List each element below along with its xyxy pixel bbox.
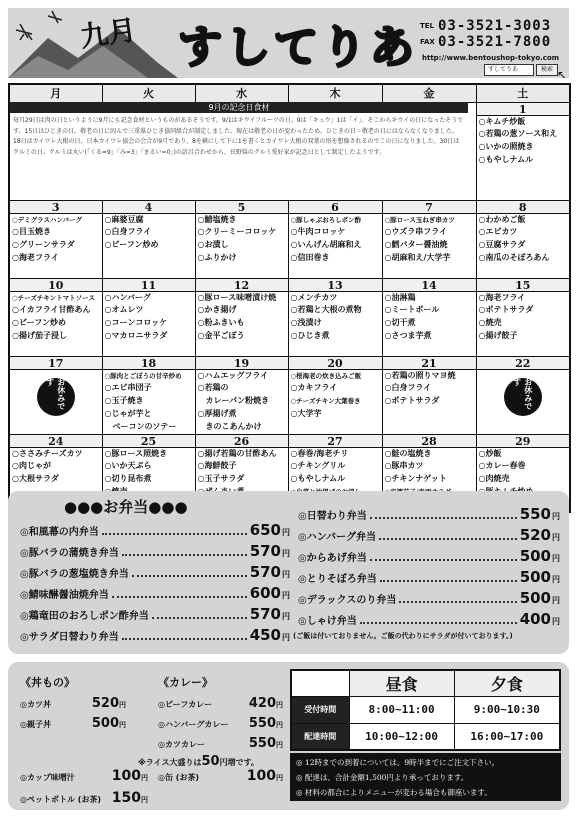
bento-price: 500 — [519, 547, 551, 565]
menu-item: ○ミートボール — [384, 305, 440, 315]
menu-item: ○信田巻き — [290, 252, 330, 262]
yen-label: 円 — [552, 554, 560, 563]
menu-item: ○ふりかけ — [197, 252, 237, 262]
leader-dots — [102, 529, 247, 535]
side-menu-item[interactable] — [20, 768, 148, 784]
bento-price: 520 — [519, 526, 551, 544]
menu-item: ○豚ロース味噌漬け焼 — [197, 292, 277, 302]
menu-item: ○揚げ茄子浸し — [12, 330, 67, 340]
note-item: ◎ 12時までの到着については、9時半までにご注文下さい。 — [296, 758, 500, 767]
menu-item: ○メンチカツ — [290, 292, 338, 302]
item-price: 500 — [91, 716, 119, 731]
menu-item: ○もやしナムル — [290, 474, 346, 484]
bento-note: (ご飯は付いておりません。ご飯の代わりにサラダが付いております。) — [293, 632, 513, 640]
menu-item: ○油淋鶏 — [384, 292, 416, 302]
bento-name: ◎豚バラの蒲焼き弁当 — [20, 548, 119, 559]
day-cell[interactable] — [9, 200, 102, 278]
leader-dots — [379, 534, 517, 540]
leader-dots — [122, 634, 247, 640]
rice-note: ※ライス大盛りは 50 円増です。 — [138, 754, 259, 769]
item-name: ◎親子丼 — [20, 720, 51, 729]
menu-item: ○オムレツ — [104, 305, 144, 315]
item-name: ◎カップ味噌汁 — [20, 773, 75, 782]
bento-price: 570 — [249, 605, 281, 623]
menu-item: ○ひじき煮 — [290, 330, 330, 340]
yen-label: 円 — [141, 774, 148, 782]
shop-logo: すしてりあ — [178, 22, 418, 73]
menu-item: ○チーズチキントマトソース — [12, 293, 95, 302]
day-number: 4 — [103, 201, 195, 214]
day-number: 7 — [383, 201, 476, 214]
day-number: 22 — [477, 357, 570, 370]
bento-item[interactable] — [298, 568, 560, 586]
website-url[interactable]: http://www.bentoushop-tokyo.com — [422, 54, 560, 62]
yen-label: 円 — [282, 549, 290, 558]
day-cell[interactable] — [382, 356, 476, 434]
day-number: 28 — [383, 435, 476, 448]
item-name: ◎カツ丼 — [20, 700, 51, 709]
leader-dots — [132, 571, 247, 577]
item-price: 100 — [111, 768, 141, 784]
menu-item: ○コーンコロッケ — [104, 318, 168, 328]
yen-label: 円 — [119, 701, 126, 709]
menu-item: ○ビーフン炒め — [12, 318, 66, 328]
menu-item: ○マカロニサラダ — [104, 330, 168, 340]
menu-item: ○ハンバーグ — [104, 292, 151, 302]
lunch-header: 昼食 — [349, 670, 454, 696]
tel-label: TEL — [420, 22, 435, 30]
bento-name: ◎サラダ日替わり弁当 — [20, 632, 119, 643]
menu-item: ○白身フライ — [104, 227, 152, 237]
menu-item: ○海老フライ — [12, 252, 59, 262]
day-number: 15 — [477, 279, 570, 292]
menu-item: ベーコンのソテー — [104, 421, 177, 431]
menu-item: ○鱈バター醤油焼 — [384, 240, 448, 250]
menu-item: ○揚げ餃子 — [478, 330, 518, 340]
day-number: 18 — [103, 357, 195, 370]
menu-item: ○牛肉コロッケ — [290, 227, 346, 237]
note-item: ◎ 配達は、合計金額1,500円より承っております。 — [296, 773, 469, 782]
bento-name: ◎ハンバーグ弁当 — [298, 532, 377, 543]
item-name: ◎カツカレー — [158, 740, 205, 749]
closed-badge: お休みです — [504, 378, 542, 416]
menu-item: ○金平ごぼう — [197, 330, 245, 340]
tel-number[interactable]: 03-3521-3003 — [438, 18, 552, 34]
bento-item[interactable] — [20, 626, 290, 644]
side-menu-item[interactable] — [158, 716, 283, 731]
yen-label: 円 — [276, 721, 283, 729]
menu-item: ○ハムエッグフライ — [197, 370, 269, 380]
yen-label: 円 — [282, 570, 290, 579]
menu-item: ○いかの照焼き — [478, 142, 534, 152]
notes-box — [290, 753, 561, 801]
menu-item: ○豚しゃぶおろしポン酢 — [290, 215, 362, 224]
bento-name: ◎しゃけ弁当 — [298, 616, 357, 627]
leader-dots — [112, 592, 247, 598]
header-banner — [8, 8, 569, 78]
bento-item[interactable] — [20, 521, 290, 539]
day-number: 13 — [289, 279, 382, 292]
day-cell[interactable] — [9, 356, 102, 434]
bento-price: 600 — [249, 584, 281, 602]
day-number: 20 — [289, 357, 382, 370]
side-menu-item[interactable] — [20, 716, 126, 731]
note-item: ◎ 材料の都合によりメニューが変わる場合も御座います。 — [296, 788, 492, 797]
item-price: 550 — [248, 736, 276, 751]
bento-price: 570 — [249, 563, 281, 581]
day-number: 11 — [103, 279, 195, 292]
yen-label: 円 — [552, 533, 560, 542]
side-menu-item[interactable] — [20, 790, 148, 806]
menu-item: ○大根サラダ — [12, 474, 59, 484]
announcement-title: 9月の記念日食材 — [10, 102, 468, 113]
hours-table — [290, 669, 561, 751]
menu-item: きのこあんかけ — [197, 421, 262, 431]
closed-badge: お休みです — [37, 378, 75, 416]
day-number: 27 — [289, 435, 382, 448]
menu-item: ○南瓜のそぼろあん — [478, 252, 550, 262]
menu-item: ○デミグラスハンバーグ — [12, 215, 83, 224]
menu-item: ○若鶏の — [197, 383, 229, 393]
item-price: 520 — [91, 696, 119, 711]
reception-lunch: 8:00~11:00 — [349, 696, 454, 723]
bento-item[interactable] — [20, 605, 290, 623]
day-number: 6 — [289, 201, 382, 214]
menu-item: ○カレー春巻 — [478, 461, 526, 471]
yen-label: 円 — [552, 596, 560, 605]
menu-item: ○ささみチーズカツ — [12, 448, 83, 458]
day-number: 21 — [383, 357, 476, 370]
item-name: ◎ビーフカレー — [158, 700, 213, 709]
menu-item: ○厚揚げ煮 — [197, 408, 237, 418]
menu-item: ○肉じゃが — [12, 461, 51, 471]
menu-item: ○麻婆豆腐 — [104, 214, 144, 224]
leader-dots — [399, 597, 516, 603]
menu-item: ○鯖塩焼き — [197, 214, 237, 224]
dinner-header: 夕食 — [454, 670, 560, 696]
yen-label: 円 — [552, 512, 560, 521]
bento-price: 500 — [519, 568, 551, 586]
menu-item: ○ビーフン炒め — [104, 240, 159, 250]
side-menu-item[interactable] — [158, 736, 283, 751]
menu-item: ○いんげん胡麻和え — [290, 240, 362, 250]
day-cell[interactable] — [382, 278, 476, 356]
weekday-header: 火 — [102, 84, 195, 102]
yen-label: 円 — [552, 575, 560, 584]
day-cell[interactable] — [382, 200, 476, 278]
menu-item: ○エビ串団子 — [104, 383, 152, 393]
day-number: 3 — [10, 201, 102, 214]
day-cell[interactable] — [288, 356, 382, 434]
menu-item: ○さつま芋煮 — [384, 330, 432, 340]
search-input[interactable]: すしてりあ — [484, 64, 534, 76]
yen-label: 円 — [141, 796, 148, 804]
menu-item: ○かき揚げ — [197, 305, 237, 315]
menu-item: ○チキングリル — [290, 461, 346, 471]
day-cell[interactable] — [102, 278, 195, 356]
yen-label: 円 — [282, 612, 290, 621]
day-cell[interactable] — [476, 278, 570, 356]
day-number: 1 — [477, 103, 570, 116]
yen-label: 円 — [282, 633, 290, 642]
yen-label: 円 — [552, 617, 560, 626]
menu-item: ○豚串カツ — [384, 461, 424, 471]
item-price: 550 — [248, 716, 276, 731]
contact-info — [420, 18, 568, 66]
menu-item: ○もやしナムル — [478, 154, 534, 164]
menu-item: ○切干煮 — [384, 318, 416, 328]
menu-item: ○若鶏と大根の煮物 — [290, 305, 362, 315]
day-number: 5 — [196, 201, 288, 214]
bento-price: 500 — [519, 589, 551, 607]
menu-item: カレーパン粉焼き — [197, 396, 270, 406]
menu-item: ○グリーンサラダ — [12, 240, 75, 250]
side-menu-item[interactable] — [158, 768, 283, 784]
menu-item: ○目玉焼き — [12, 227, 51, 237]
yen-label: 円 — [276, 741, 283, 749]
day-cell[interactable] — [195, 200, 288, 278]
cursor-icon: ↖ — [557, 68, 568, 78]
bento-title: ●●●お弁当●●● — [64, 498, 188, 516]
menu-item: ○鮭の塩焼き — [384, 448, 432, 458]
item-name: ◎ハンバーグカレー — [158, 720, 229, 729]
menu-item: ○炒飯 — [478, 448, 502, 458]
menu-item: ○豚肉とごぼうの甘辛炒め — [104, 371, 182, 380]
side-menu-item[interactable] — [158, 696, 283, 711]
day-cell[interactable] — [288, 278, 382, 356]
day-number: 14 — [383, 279, 476, 292]
menu-item: ○玉子サラダ — [197, 474, 245, 484]
item-price: 100 — [246, 768, 276, 784]
menu-item: ○肉焼売 — [478, 474, 510, 484]
menu-item: ○わかめご飯 — [478, 214, 526, 224]
weekday-header: 木 — [288, 84, 382, 102]
day-number: 19 — [196, 357, 288, 370]
menu-item: ○玉子焼き — [104, 396, 144, 406]
donburi-title: 《丼もの》 — [20, 676, 75, 689]
bento-name: ◎和風幕の内弁当 — [20, 527, 99, 538]
bento-name: ◎とりそぼろ弁当 — [298, 574, 377, 585]
bento-name: ◎デラックスのり弁当 — [298, 595, 397, 606]
menu-item: ○じゃが芋と — [104, 408, 152, 418]
fax-number: 03-3521-7800 — [438, 34, 552, 50]
weekday-header: 金 — [382, 84, 476, 102]
menu-item: ○豚ロース照焼き — [104, 448, 168, 458]
day-number: 29 — [477, 435, 570, 448]
fax-label: FAX — [420, 38, 435, 46]
menu-item: ○粉ふきいも — [197, 318, 245, 328]
bento-name: ◎鶏竜田のおろしポン酢弁当 — [20, 611, 149, 622]
day-cell[interactable] — [9, 278, 102, 356]
announcement — [10, 102, 468, 182]
menu-item: ○揚げ若鶏の甘酢あん — [197, 448, 277, 458]
yen-label: 円 — [282, 528, 290, 537]
weekday-header: 土 — [476, 84, 570, 102]
menu-item: ○お漬し — [197, 240, 229, 250]
day-cell[interactable] — [102, 200, 195, 278]
bento-menu — [8, 491, 569, 654]
menu-item: ○豚ロース玉ねぎ串カツ — [384, 215, 455, 224]
weekday-header: 月 — [9, 84, 102, 102]
item-name: ◎ペットボトル (お茶) — [20, 795, 102, 804]
side-menu-item[interactable] — [20, 696, 126, 711]
menu-item: ○ポテトサラダ — [384, 396, 440, 406]
reception-label: 受付時間 — [291, 696, 349, 723]
day-cell[interactable] — [195, 356, 288, 434]
menu-item: ○ポテトサラダ — [478, 305, 534, 315]
bento-item[interactable] — [298, 589, 560, 607]
menu-item: ○白身フライ — [384, 383, 432, 393]
menu-item: ○イカフライ甘酢あん — [12, 305, 91, 315]
bento-item[interactable] — [20, 542, 290, 560]
leader-dots — [152, 613, 247, 619]
leader-dots — [122, 550, 247, 556]
bento-price: 650 — [249, 521, 281, 539]
delivery-lunch: 10:00~12:00 — [349, 723, 454, 750]
menu-item: ○切り昆布煮 — [104, 474, 152, 484]
item-price: 150 — [111, 790, 141, 806]
day-cell[interactable] — [476, 356, 570, 434]
bento-name: ◎からあげ弁当 — [298, 553, 367, 564]
announcement-text: 毎月29日は肉の日というように9月にも記念食材というものがあるそうです。9/1はキウイフルーツの日。9は「キュウ」1は「イ」。そこからキウイの日になったそうです。15日はひじきの日。敬老の日に因んで三重県ひじき協同組合が制定しました。現在は敬老の日が変わったため、ひじきの日＝敬老の日にはならなくなりました。18日はカイワレ大根の日。日本カイワレ協会の会合が9月であり、8を横にして下に1を書くとカイワレ大根の双葉の形を想像されるのでこの日になりました。30日はクルミの日。クルミは丸い(「くる=9」「み=3」「まるい=0」)の語呂合わせから、長野県のクルミ愛好家が記念日として制定したようです。 — [13, 117, 464, 156]
menu-item: ○胡麻和え/大学芋 — [384, 252, 451, 262]
item-price: 420 — [248, 696, 276, 711]
delivery-label: 配達時間 — [291, 723, 349, 750]
menu-item: ○春巻/海老チリ — [290, 448, 349, 458]
weekday-header: 水 — [195, 84, 288, 102]
item-name: ◎缶 (お茶) — [158, 773, 200, 782]
day-number: 12 — [196, 279, 288, 292]
menu-item: ○大学芋 — [290, 408, 322, 418]
menu-item: ○若鶏の照りマヨ焼 — [384, 370, 456, 380]
yen-label: 円 — [282, 591, 290, 600]
menu-item: ○浅漬け — [290, 318, 322, 328]
day-number: 26 — [196, 435, 288, 448]
month-title: 九月 — [78, 13, 139, 54]
menu-item: ○キムチ炒飯 — [478, 116, 526, 126]
menu-item: ○チーズチキン大葉巻き — [290, 397, 361, 406]
leader-dots — [370, 513, 517, 519]
bento-item[interactable] — [298, 526, 560, 544]
day-cell[interactable] — [102, 356, 195, 434]
bento-price: 550 — [519, 505, 551, 523]
menu-item: ○いか天ぷら — [104, 461, 152, 471]
reception-dinner: 9:00~10:30 — [454, 696, 560, 723]
bento-item[interactable] — [20, 563, 290, 581]
bento-name: ◎鯖味醂醤油焼弁当 — [20, 590, 109, 601]
bento-item[interactable] — [298, 505, 560, 523]
bento-item[interactable] — [298, 547, 560, 565]
day-number: 17 — [10, 357, 102, 370]
menu-item: ○桜海老の炊き込みご飯 — [290, 371, 362, 380]
menu-item: ○豆腐サラダ — [478, 240, 526, 250]
day-cell[interactable] — [195, 278, 288, 356]
yen-label: 円 — [119, 721, 126, 729]
yen-label: 円 — [276, 701, 283, 709]
leader-dots — [370, 555, 517, 561]
yen-label: 円 — [276, 774, 283, 782]
menu-item: ○カキフライ — [290, 383, 338, 393]
search-button[interactable]: 検索 — [536, 64, 558, 76]
leader-dots — [360, 618, 517, 624]
day-number: 8 — [477, 201, 570, 214]
curry-title: 《カレー》 — [158, 676, 213, 689]
menu-item: ○海鮮餃子 — [197, 461, 237, 471]
delivery-dinner: 16:00~17:00 — [454, 723, 560, 750]
bento-name: ◎豚バラの葱塩焼き弁当 — [20, 569, 129, 580]
menu-item: ○クリーミーコロッケ — [197, 227, 277, 237]
day-cell[interactable] — [288, 200, 382, 278]
menu-item: ○エビカツ — [478, 227, 518, 237]
bento-price: 400 — [519, 610, 551, 628]
day-number: 24 — [10, 435, 102, 448]
day-number: 10 — [10, 279, 102, 292]
bento-name: ◎日替わり弁当 — [298, 511, 367, 522]
day-number: 25 — [103, 435, 195, 448]
bento-price: 450 — [249, 626, 281, 644]
menu-item: ○ウズラ串フライ — [384, 227, 447, 237]
menu-item: ○焼売 — [478, 318, 502, 328]
bento-item[interactable] — [298, 610, 560, 628]
menu-item: ○チキンナゲット — [384, 474, 447, 484]
menu-item: ○海老フライ — [478, 292, 526, 302]
day-cell[interactable] — [476, 102, 570, 200]
bento-price: 570 — [249, 542, 281, 560]
day-cell[interactable] — [476, 200, 570, 278]
leader-dots — [380, 576, 517, 582]
menu-item: ○若鶏の葱ソース和え — [478, 129, 558, 139]
bento-item[interactable] — [20, 584, 290, 602]
